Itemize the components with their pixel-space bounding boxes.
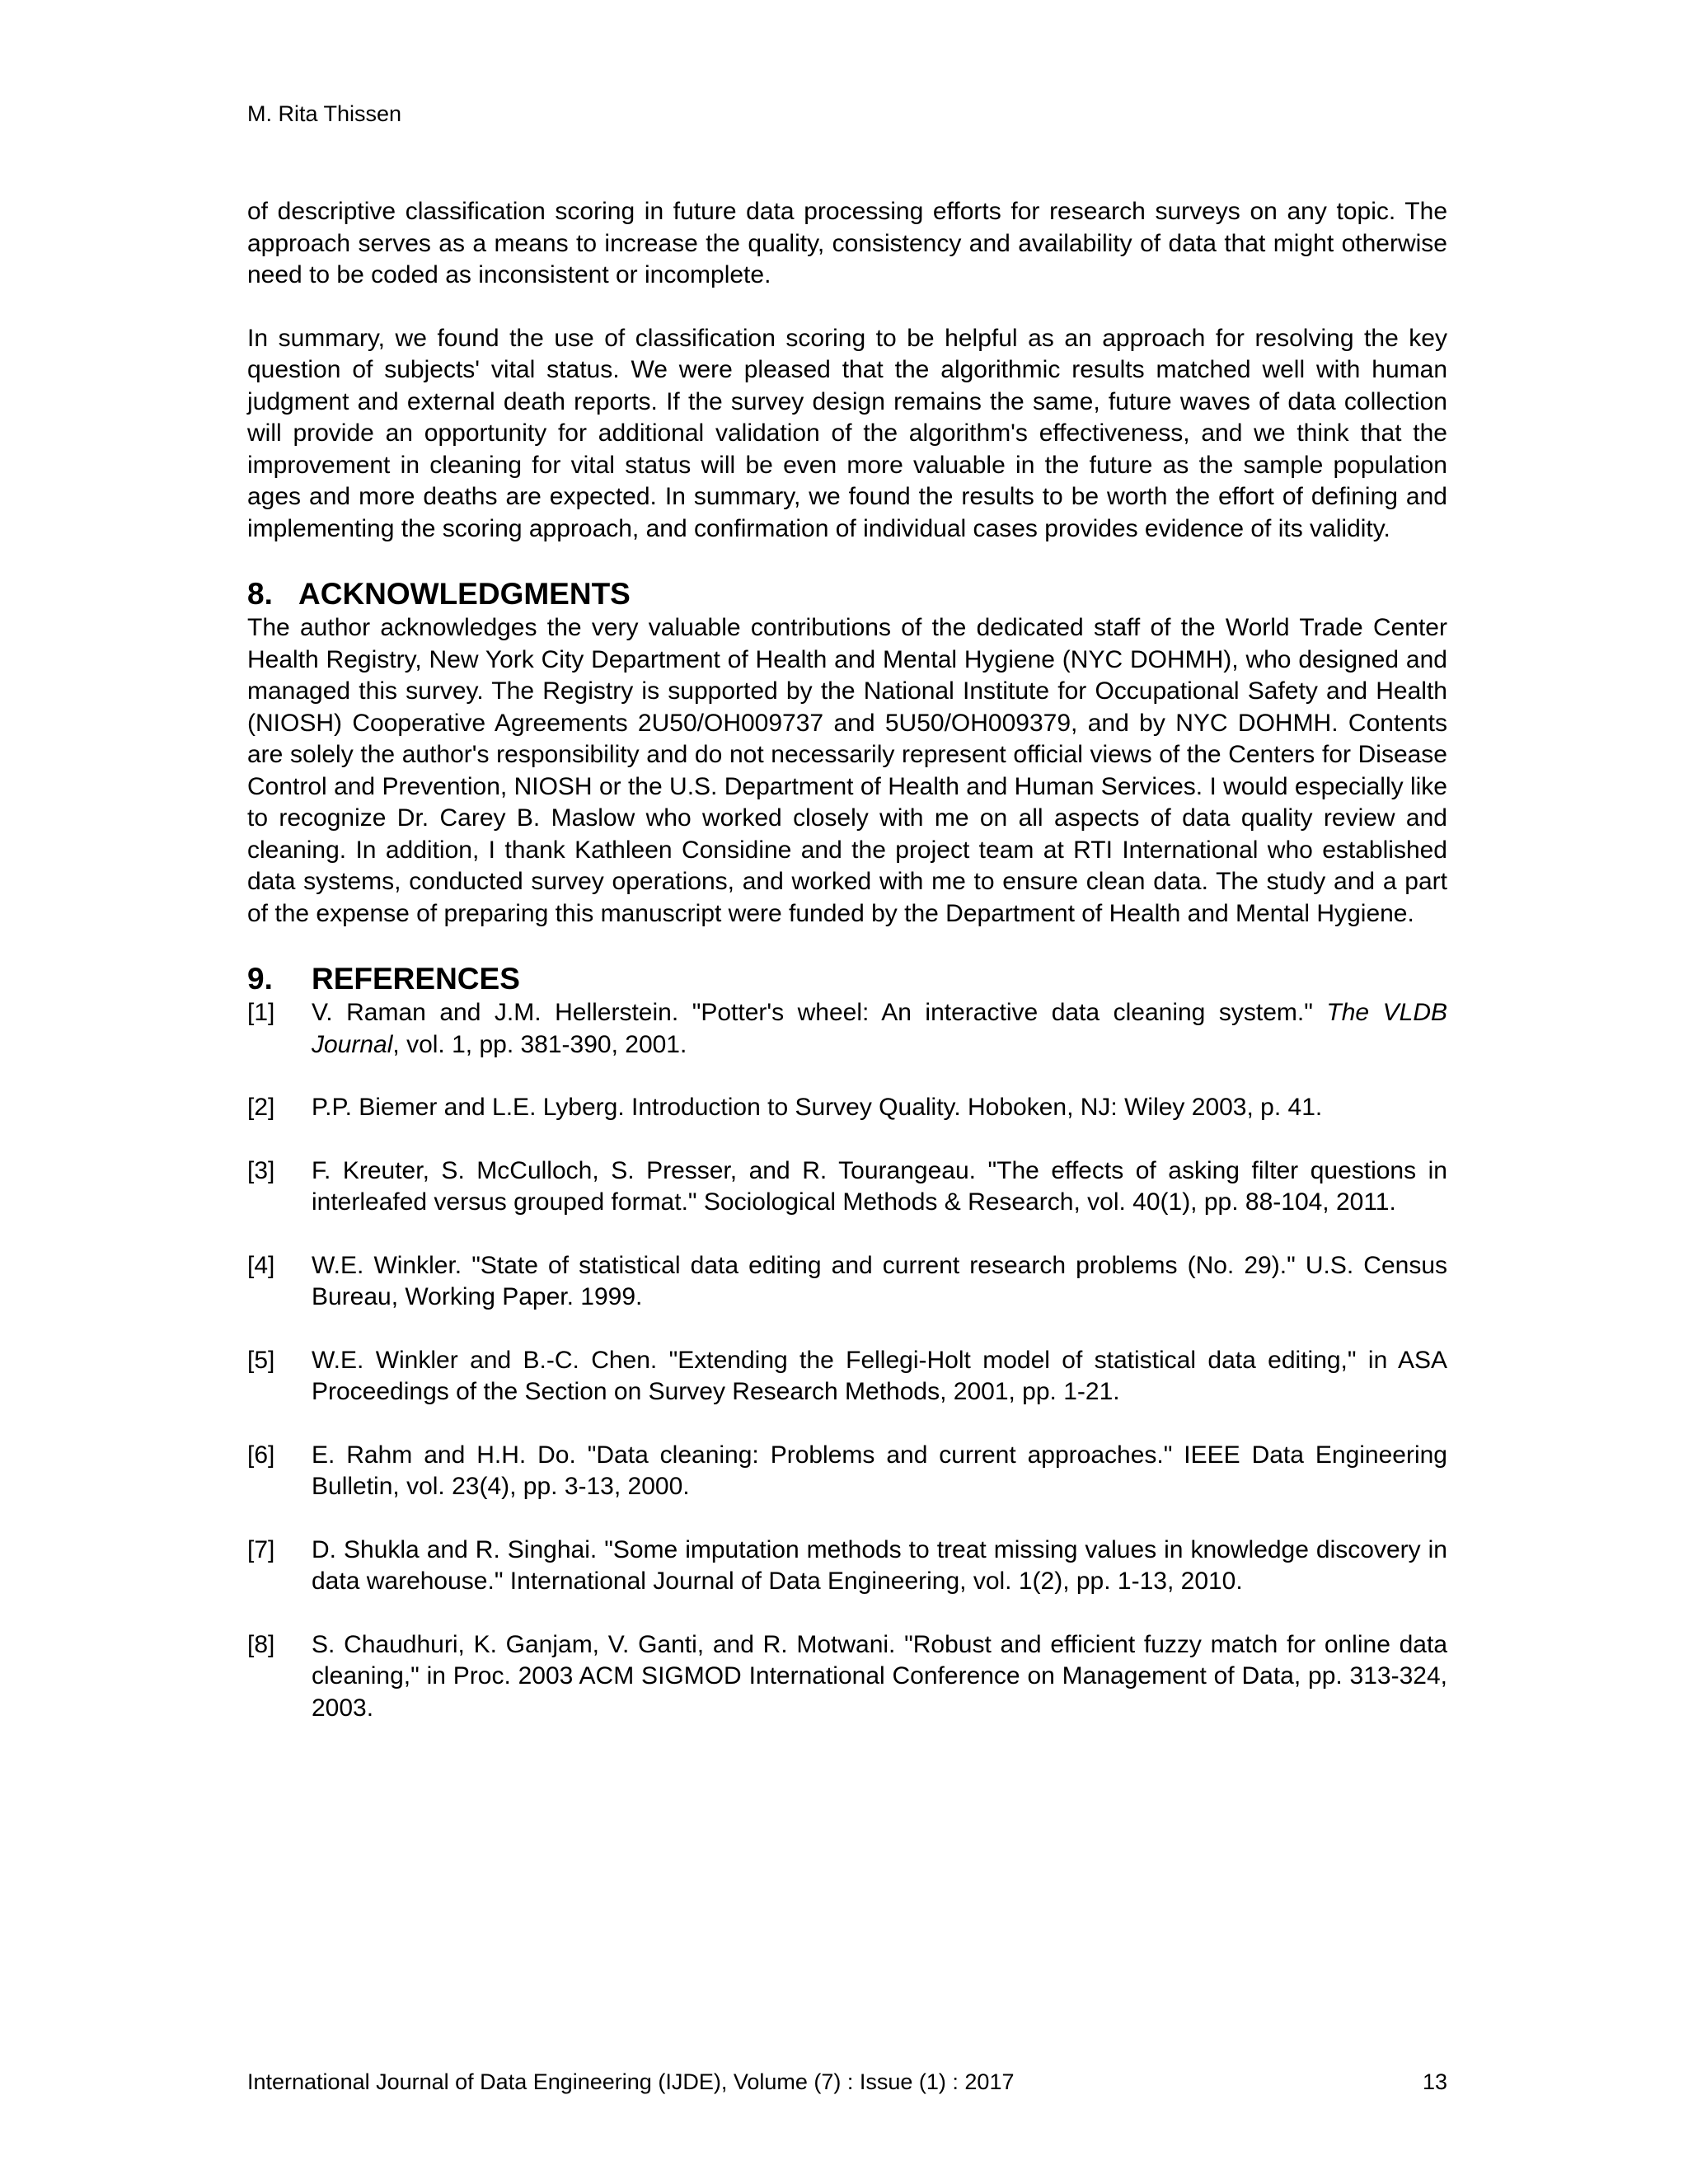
- reference-item-2: [247, 1092, 1447, 1124]
- reference-list: [247, 997, 1447, 1724]
- reference-text-part: , vol. 1, pp. 381-390, 2001.: [392, 1030, 687, 1058]
- page-content: [247, 196, 1447, 1755]
- page-footer: [247, 2067, 1447, 2097]
- reference-item-1: [247, 997, 1447, 1061]
- reference-text: F. Kreuter, S. McCulloch, S. Presser, and R. Tourangeau. "The effects of asking filter questions in interleafed versus grouped format." Sociological Methods & Research, vol. 40(1), pp. 88-104, 2011.: [312, 1156, 1447, 1216]
- reference-number: [7]: [247, 1535, 275, 1563]
- footer-journal-citation: International Journal of Data Engineering (IJDE), Volume (7) : Issue (1) : 2017: [247, 2069, 1015, 2094]
- reference-number: [5]: [247, 1346, 275, 1374]
- reference-number: [1]: [247, 999, 275, 1026]
- reference-number: [6]: [247, 1441, 275, 1469]
- references-section-number: 9.: [247, 962, 273, 996]
- reference-item-8: [247, 1629, 1447, 1725]
- reference-text: [312, 997, 1447, 1061]
- references-title: REFERENCES: [312, 962, 520, 996]
- reference-journal-title: The VLDB Journal: [312, 999, 1447, 1058]
- reference-item-6: [247, 1440, 1447, 1503]
- body-paragraph-2: In summary, we found the use of classification scoring to be helpful as an approach for resolving the key question of subjects' vital status. We were pleased that the algorithmic results matched well with human judgment and external death reports. If the survey design remains the same, future waves of data collection will provide an opportunity for additional validation of the algorithm's effectiveness, and we think that the improvement in cleaning for vital status will be even more valuable in the future as the sample population ages and more deaths are expected. In summary, we found the results to be worth the effort of defining and implementing the scoring approach, and confirmation of individual cases provides evidence of its validity.: [247, 324, 1447, 542]
- reference-text-part: V. Raman and J.M. Hellerstein. "Potter's wheel: An interactive data cleaning system.": [312, 999, 1327, 1026]
- acknowledgments-text: The author acknowledges the very valuable contributions of the dedicated staff of the World Trade Center Health Registry, New York City Department of Health and Mental Hygiene (NYC DOHMH), who designed and managed this survey. The Registry is supported by the National Institute for Occupational Safety and Health (NIOSH) Cooperative Agreements 2U50/OH009737 and 5U50/OH009379, and by NYC DOHMH. Contents are solely the author's responsibility and do not necessarily represent official views of the Centers for Disease Control and Prevention, NIOSH or the U.S. Department of Health and Human Services. I would especially like to recognize Dr. Carey B. Maslow who worked closely with me on all aspects of data quality review and cleaning. In addition, I thank Kathleen Considine and the project team at RTI International who established data systems, conducted survey operations, and worked with me to ensure clean data. The study and a part of the expense of preparing this manuscript were funded by the Department of Health and Mental Hygiene.: [247, 614, 1447, 927]
- running-head-author: M. Rita Thissen: [247, 101, 402, 126]
- reference-text: S. Chaudhuri, K. Ganjam, V. Ganti, and R. Motwani. "Robust and efficient fuzzy match for online data cleaning," in Proc. 2003 ACM SIGMOD International Conference on Management of Data, pp. 313-324, 2003.: [312, 1630, 1447, 1722]
- acknowledgments-heading: [247, 576, 1447, 612]
- reference-number: [4]: [247, 1251, 275, 1279]
- reference-text: W.E. Winkler. "State of statistical data editing and current research problems (No. 29)." U.S. Census Bureau, Working Paper. 1999.: [312, 1251, 1447, 1310]
- reference-number: [2]: [247, 1094, 275, 1121]
- reference-number: [8]: [247, 1630, 275, 1658]
- reference-item-5: [247, 1345, 1447, 1408]
- acknowledgments-title: ACKNOWLEDGMENTS: [298, 577, 631, 611]
- reference-item-4: [247, 1250, 1447, 1314]
- reference-item-7: [247, 1535, 1447, 1598]
- acknowledgments-section-number: 8.: [247, 577, 273, 611]
- reference-text: P.P. Biemer and L.E. Lyberg. Introduction to Survey Quality. Hoboken, NJ: Wiley 2003, p. 41.: [312, 1094, 1323, 1121]
- references-heading: [247, 961, 1447, 997]
- reference-item-3: [247, 1155, 1447, 1219]
- reference-number: [3]: [247, 1156, 275, 1184]
- body-paragraph-1: of descriptive classification scoring in future data processing efforts for research surveys on any topic. The approach serves as a means to increase the quality, consistency and availability of data that might otherwise need to be coded as inconsistent or incomplete.: [247, 198, 1447, 288]
- reference-text: D. Shukla and R. Singhai. "Some imputation methods to treat missing values in knowledge discovery in data warehouse." International Journal of Data Engineering, vol. 1(2), pp. 1-13, 2010.: [312, 1535, 1447, 1595]
- reference-text: W.E. Winkler and B.-C. Chen. "Extending the Fellegi-Holt model of statistical data editing," in ASA Proceedings of the Section on Survey Research Methods, 2001, pp. 1-21.: [312, 1346, 1447, 1405]
- page-number: 13: [1422, 2069, 1447, 2094]
- reference-text: E. Rahm and H.H. Do. "Data cleaning: Problems and current approaches." IEEE Data Engineering Bulletin, vol. 23(4), pp. 3-13, 2000.: [312, 1441, 1447, 1500]
